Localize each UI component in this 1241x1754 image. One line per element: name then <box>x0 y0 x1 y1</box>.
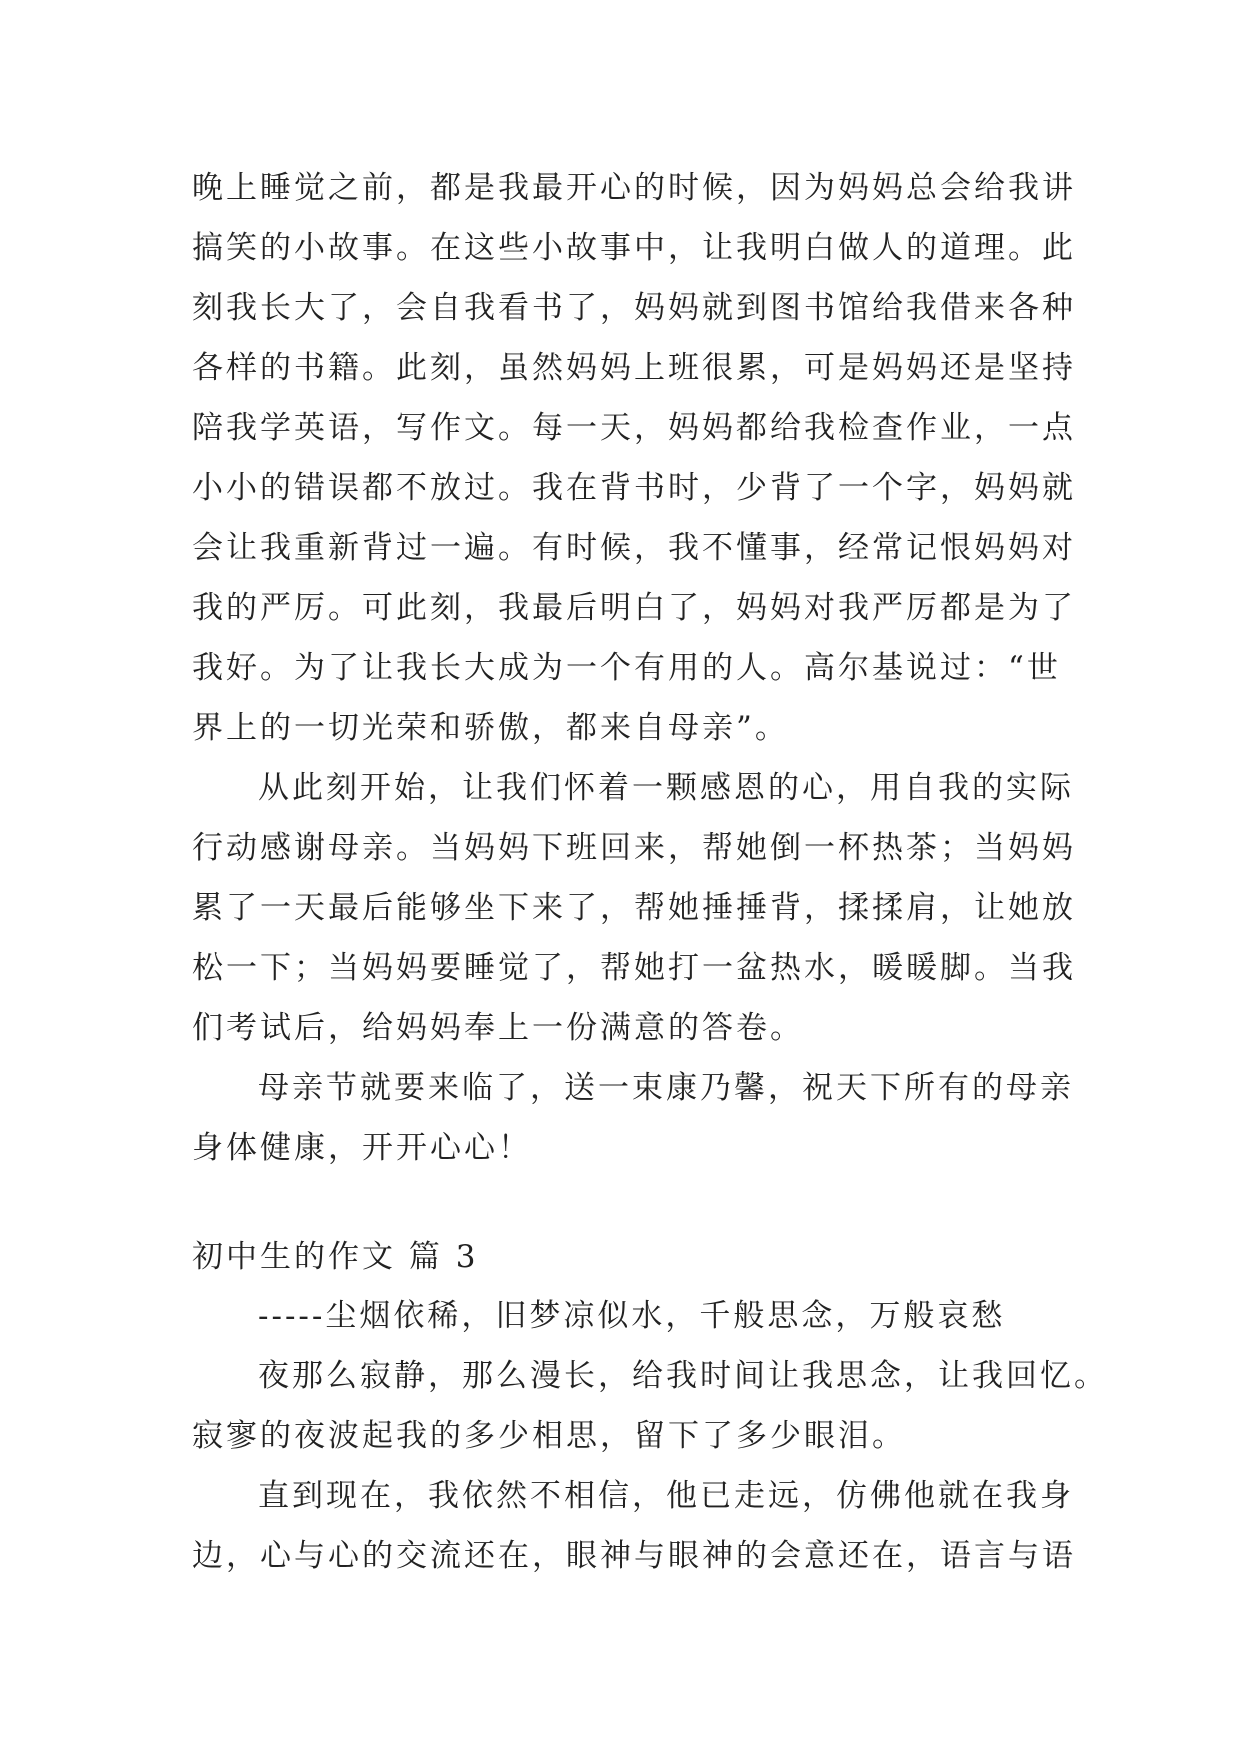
text-line: 我好。为了让我长大成为一个有用的人。高尔基说过：“世 <box>192 650 1061 686</box>
text-line: 刻我长大了，会自我看书了，妈妈就到图书馆给我借来各种 <box>192 290 1076 326</box>
document-body <box>192 158 1108 1586</box>
text-line: 边，心与心的交流还在，眼神与眼神的会意还在，语言与语 <box>192 1538 1076 1574</box>
text-line: 松一下；当妈妈要睡觉了，帮她打一盆热水，暖暖脚。当我 <box>192 950 1076 986</box>
text-line: 夜那么寂静，那么漫长，给我时间让我思念，让我回忆。 <box>258 1358 1108 1394</box>
text-line: 直到现在，我依然不相信，他已走远，仿佛他就在我身 <box>258 1478 1074 1514</box>
text-line: 界上的一切光荣和骄傲，都来自母亲”。 <box>192 710 789 746</box>
text-line: 搞笑的小故事。在这些小故事中，让我明白做人的道理。此 <box>192 230 1076 266</box>
text-line: 寂寥的夜波起我的多少相思，留下了多少眼泪。 <box>192 1418 906 1454</box>
paragraph-bedtime-stories <box>192 158 1076 758</box>
paragraph-quiet-night <box>192 1346 1108 1466</box>
paragraph-mothers-day <box>192 1058 1074 1178</box>
text-line: 晚上睡觉之前，都是我最开心的时候，因为妈妈总会给我讲 <box>192 170 1076 206</box>
text-line: 们考试后，给妈妈奉上一份满意的答卷。 <box>192 1010 804 1046</box>
text-line: 小小的错误都不放过。我在背书时，少背了一个字，妈妈就 <box>192 470 1076 506</box>
text-line: 母亲节就要来临了，送一束康乃馨，祝天下所有的母亲 <box>258 1070 1074 1106</box>
essay-heading: 初中生的作文 篇 3 <box>192 1239 479 1275</box>
text-line: 我的严厉。可此刻，我最后明白了，妈妈对我严厉都是为了 <box>192 590 1076 626</box>
paragraph-still-believe <box>192 1466 1076 1586</box>
text-line: 各样的书籍。此刻，虽然妈妈上班很累，可是妈妈还是坚持 <box>192 350 1076 386</box>
section-spacer <box>192 1178 1062 1228</box>
text-line: 从此刻开始，让我们怀着一颗感恩的心，用自我的实际 <box>258 770 1074 806</box>
text-line: 累了一天最后能够坐下来了，帮她捶捶背，揉揉肩，让她放 <box>192 890 1076 926</box>
essay-epigraph: -----尘烟依稀，旧梦凉似水，千般思念，万般哀愁 <box>258 1298 1006 1334</box>
paragraph-gratitude-actions <box>192 758 1076 1058</box>
text-line: 行动感谢母亲。当妈妈下班回来，帮她倒一杯热茶；当妈妈 <box>192 830 1076 866</box>
text-line: 身体健康，开开心心！ <box>192 1130 532 1166</box>
text-line: 会让我重新背过一遍。有时候，我不懂事，经常记恨妈妈对 <box>192 530 1076 566</box>
text-line: 陪我学英语，写作文。每一天，妈妈都给我检查作业，一点 <box>192 410 1076 446</box>
